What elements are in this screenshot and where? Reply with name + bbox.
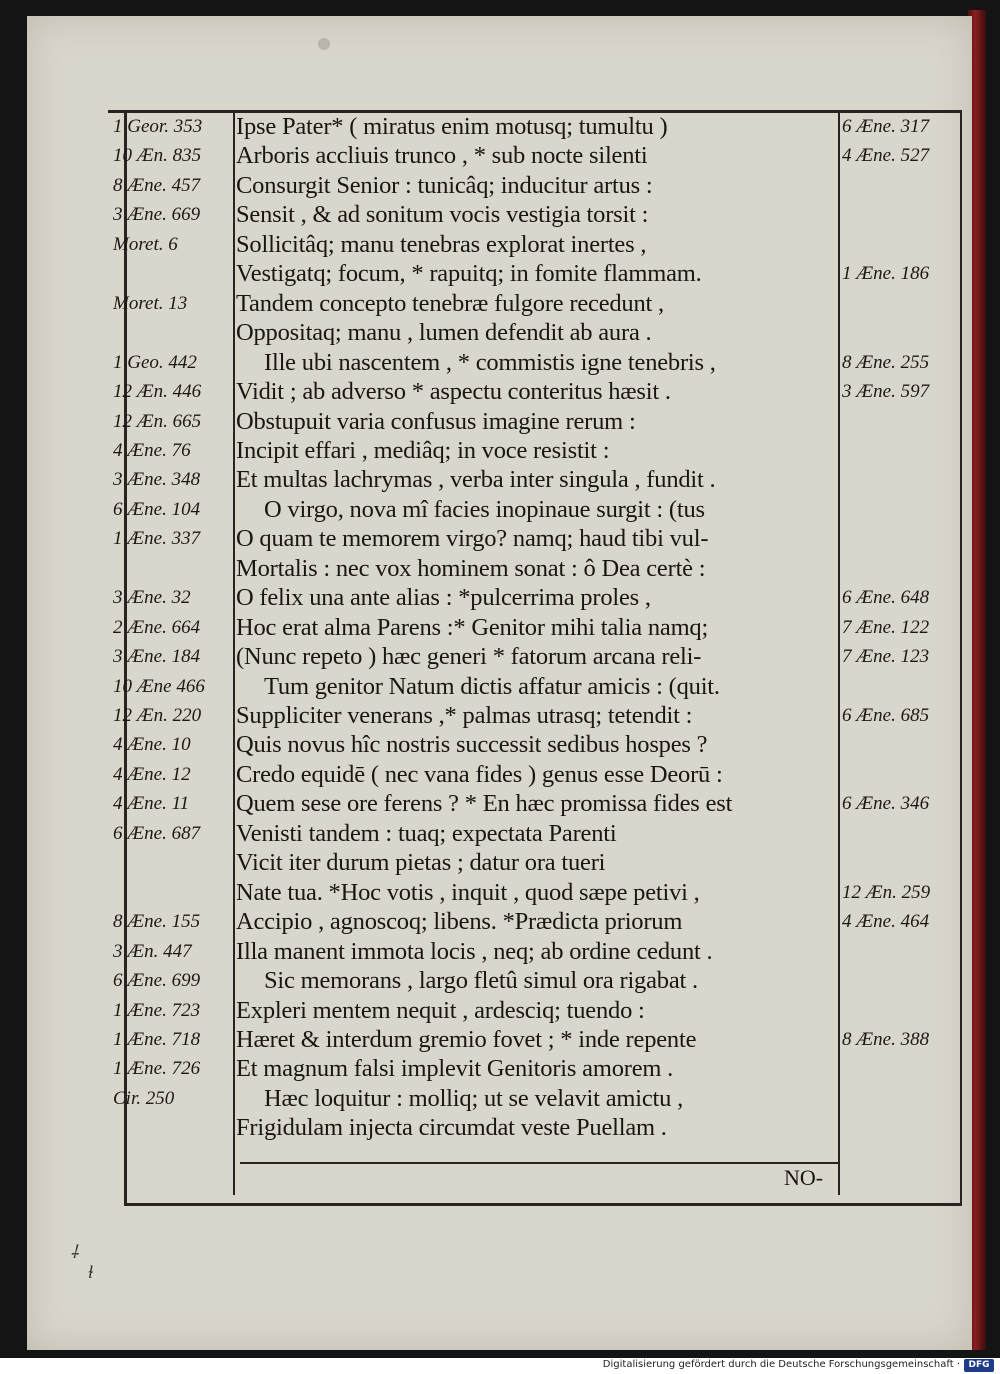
verse-line: Venisti tandem : tuaq; expectata Parenti <box>236 820 617 847</box>
verse-line: Expleri mentem nequit , ardesciq; tuendo : <box>236 997 645 1024</box>
verse-line: O quam te memorem virgo? namq; haud tibi vul- <box>236 526 709 553</box>
right-margin-reference: 6 Æne. 317 <box>842 116 930 137</box>
left-margin-reference: 1 Æne. 723 <box>113 999 201 1021</box>
left-margin-reference: 6 Æne. 104 <box>113 498 201 520</box>
verse-line: Illa manent immota locis , neq; ab ordine cedunt . <box>236 938 713 965</box>
catchword: NO- <box>784 1165 824 1190</box>
verse-row <box>0 202 1000 228</box>
verse-line: (Nunc repeto ) hæc generi * fatorum arcana reli- <box>236 644 702 671</box>
left-margin-reference: 8 Æne. 155 <box>113 911 201 933</box>
verse-row <box>0 409 1000 435</box>
verse-row <box>0 585 1000 611</box>
left-margin-reference: 3 Æne. 348 <box>113 469 201 491</box>
left-margin-reference: Cir. 250 <box>113 1087 175 1109</box>
verse-row <box>0 909 1000 935</box>
left-margin-reference: 10 Æn. 835 <box>113 145 202 167</box>
verse-line: Et multas lachrymas , verba inter singula , fundit . <box>236 467 716 494</box>
left-margin-reference: 3 Æne. 669 <box>113 204 201 226</box>
verse-row <box>0 497 1000 523</box>
verse-line: Credo equidē ( nec vana fides ) genus esse Deorū : <box>236 761 723 788</box>
left-margin-reference: 1 Geor. 353 <box>113 116 203 137</box>
verse-line: Quem sese ore ferens ? * En hæc promissa fides est <box>236 791 733 818</box>
verse-line: Sic memorans , largo fletû simul ora rigabat . <box>264 968 698 995</box>
footer-bar <box>0 1358 1000 1374</box>
left-margin-reference: 3 Æn. 447 <box>113 940 192 962</box>
verse-row <box>0 703 1000 729</box>
left-margin-reference: 4 Æne. 11 <box>113 793 190 815</box>
verse-row <box>0 556 1000 582</box>
right-margin-reference: 8 Æne. 388 <box>842 1028 930 1050</box>
catchword-rule <box>240 1162 838 1164</box>
verse-line: Tum genitor Natum dictis affatur amicis : (quit. <box>264 673 720 700</box>
left-margin-reference: 10 Æne 466 <box>113 675 205 697</box>
verse-line: O virgo, nova mî facies inopinaue surgit : (tus <box>264 496 705 523</box>
verse-row <box>0 1027 1000 1053</box>
verse-line: Vidit ; ab adverso * aspectu conteritus hæsit . <box>236 379 671 406</box>
verse-row <box>0 467 1000 493</box>
verse-row <box>0 1086 1000 1112</box>
left-margin-reference: 3 Æne. 184 <box>113 646 201 668</box>
frame-top-rule <box>108 110 962 113</box>
left-margin-reference: 1 Æne. 726 <box>113 1058 201 1080</box>
verse-row <box>0 320 1000 346</box>
verse-line: Tandem concepto tenebræ fulgore recedunt , <box>236 290 664 317</box>
left-margin-reference: 4 Æne. 12 <box>113 763 191 785</box>
verse-line: Et magnum falsi implevit Genitoris amorem . <box>236 1056 674 1083</box>
verse-row <box>0 674 1000 700</box>
right-margin-reference: 3 Æne. 597 <box>842 381 930 403</box>
verse-row <box>0 232 1000 258</box>
verse-row <box>0 261 1000 287</box>
left-margin-reference: 2 Æne. 664 <box>113 616 201 638</box>
left-margin-reference: 3 Æne. 32 <box>113 587 191 609</box>
verse-row <box>0 644 1000 670</box>
verse-line: Hæret & interdum gremio fovet ; * inde repente <box>236 1026 697 1053</box>
verse-row <box>0 880 1000 906</box>
verse-line: Sensit , & ad sonitum vocis vestigia torsit : <box>236 202 649 229</box>
verse-line: Vestigatq; focum, * rapuitq; in fomite flammam. <box>236 261 702 288</box>
verse-row <box>0 850 1000 876</box>
verse-row <box>0 1115 1000 1141</box>
page-hole <box>318 38 330 50</box>
verse-line: Frigidulam injecta circumdat veste Puellam . <box>236 1115 667 1142</box>
verse-line: Vicit iter durum pietas ; datur ora tueri <box>236 850 606 877</box>
left-margin-reference: 1 Geo. 442 <box>113 351 197 373</box>
verse-line: Nate tua. *Hoc votis , inquit , quod sæpe petivi , <box>236 879 700 906</box>
verse-line: Consurgit Senior : tunicâq; inducitur artus : <box>236 172 653 199</box>
right-margin-reference: 7 Æne. 123 <box>842 646 930 668</box>
frame-bottom-rule <box>124 1203 962 1206</box>
right-margin-reference: 12 Æn. 259 <box>842 881 931 903</box>
left-margin-reference: 12 Æn. 446 <box>113 381 202 403</box>
verse-line: Incipit effari , mediâq; in voce resistit : <box>236 437 610 464</box>
verse-row <box>0 173 1000 199</box>
verse-line: Arboris accliuis trunco , * sub nocte silenti <box>236 143 648 170</box>
right-margin-reference: 6 Æne. 685 <box>842 705 930 726</box>
left-margin-reference: 6 Æne. 687 <box>113 822 201 844</box>
verse-row <box>0 143 1000 169</box>
verse-row <box>0 350 1000 376</box>
verse-row <box>0 1056 1000 1082</box>
verse-line: Mortalis : nec vox hominem sonat : ô Dea certè : <box>236 555 706 582</box>
right-margin-reference: 4 Æne. 464 <box>842 911 930 933</box>
left-margin-reference: 8 Æne. 457 <box>113 174 201 196</box>
left-margin-reference: Moret. 6 <box>113 233 178 255</box>
verse-line: O felix una ante alias : *pulcerrima proles , <box>236 585 651 612</box>
left-margin-reference: 12 Æn. 220 <box>113 705 202 726</box>
verse-row <box>0 526 1000 552</box>
verse-line: Accipio , agnoscoq; libens. *Prædicta priorum <box>236 909 683 936</box>
verse-row <box>0 615 1000 641</box>
right-margin-reference: 4 Æne. 527 <box>842 145 930 167</box>
right-margin-reference: 8 Æne. 255 <box>842 351 930 373</box>
left-margin-reference: 6 Æne. 699 <box>113 970 201 992</box>
verse-line: Sollicitâq; manu tenebras explorat inertes , <box>236 231 647 258</box>
verse-row <box>0 821 1000 847</box>
left-margin-reference: Moret. 13 <box>113 292 188 314</box>
margin-mark: ⸸ <box>70 1242 79 1262</box>
verse-row <box>0 939 1000 965</box>
verse-row <box>0 438 1000 464</box>
left-margin-reference: 4 Æne. 10 <box>113 734 191 756</box>
left-margin-reference: 12 Æn. 665 <box>113 410 202 432</box>
verse-row <box>0 998 1000 1024</box>
verse-row <box>0 968 1000 994</box>
verse-row <box>0 762 1000 788</box>
verse-line: Oppositaq; manu , lumen defendit ab aura . <box>236 320 652 347</box>
verse-row <box>0 114 1000 140</box>
left-margin-reference: 1 Æne. 718 <box>113 1028 201 1050</box>
verse-line: Quis novus hîc nostris successit sedibus hospes ? <box>236 732 708 759</box>
right-margin-reference: 7 Æne. 122 <box>842 616 930 638</box>
left-margin-reference: 1 Æne. 337 <box>113 528 201 550</box>
verse-line: Hæc loquitur : molliq; ut se velavit amictu , <box>264 1085 684 1112</box>
verse-line: Hoc erat alma Parens :* Genitor mihi talia namq; <box>236 614 709 641</box>
margin-mark: ɫ <box>88 1262 94 1282</box>
verse-row <box>0 379 1000 405</box>
right-margin-reference: 6 Æne. 648 <box>842 587 930 609</box>
verse-row <box>0 791 1000 817</box>
dfg-logo: DFG <box>964 1359 994 1372</box>
verse-line: Ipse Pater* ( miratus enim motusq; tumultu ) <box>236 114 668 140</box>
verse-line: Ille ubi nascentem , * commistis igne tenebris , <box>264 349 716 376</box>
footer-credit: Digitalisierung gefördert durch die Deutsche Forschungsgemeinschaft · <box>602 1359 960 1370</box>
right-margin-reference: 1 Æne. 186 <box>842 263 930 285</box>
verse-row <box>0 732 1000 758</box>
left-margin-reference: 4 Æne. 76 <box>113 439 191 461</box>
verse-row <box>0 291 1000 317</box>
right-margin-reference: 6 Æne. 346 <box>842 793 930 815</box>
verse-line: Suppliciter venerans ,* palmas utrasq; tetendit : <box>236 703 693 729</box>
verse-line: Obstupuit varia confusus imagine rerum : <box>236 408 636 435</box>
